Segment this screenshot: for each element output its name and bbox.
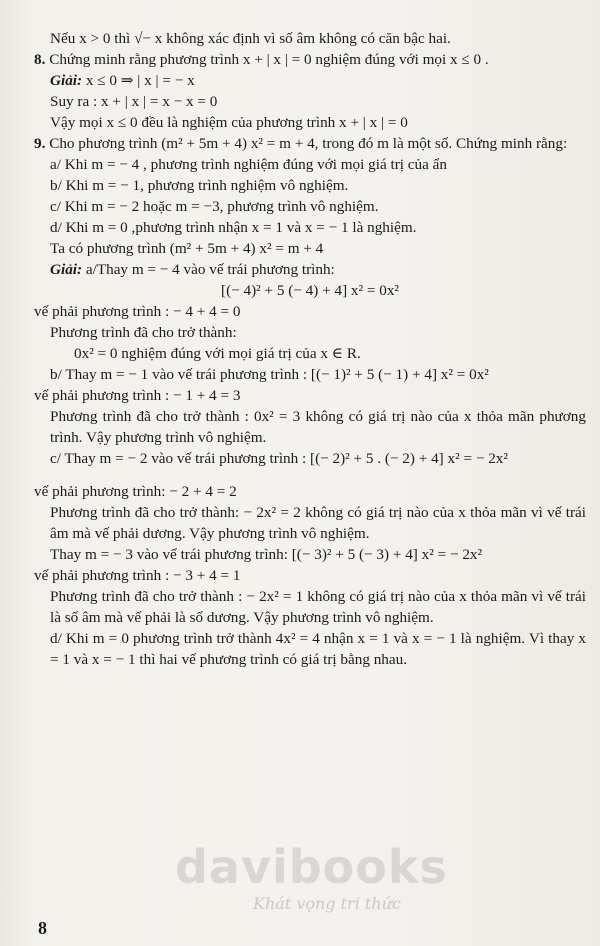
text-line — [34, 91, 586, 112]
exercise-9-statement — [34, 133, 586, 154]
text-line — [34, 238, 586, 259]
line-text: Chứng minh rằng phương trình x + | x | = 0 nghiệm đúng với mọi x ≤ 0 . — [49, 51, 489, 68]
text-line — [34, 196, 586, 217]
text-line — [34, 343, 586, 364]
text-line — [34, 322, 586, 343]
solution-line — [34, 70, 586, 91]
line-text: Nếu x > 0 thì √− x không xác định vì số âm không có căn bậc hai. — [50, 30, 451, 47]
watermark-brand: davibooks — [175, 840, 448, 894]
line-text: d/ Khi m = 0 ,phương trình nhận x = 1 và x = − 1 là nghiệm. — [50, 219, 417, 236]
text-line — [34, 481, 586, 502]
line-text: vế phải phương trình : − 3 + 4 = 1 — [34, 567, 241, 584]
solution-label: Giải: — [50, 261, 83, 278]
line-text: a/Thay m = − 4 vào vế trái phương trình: — [85, 261, 335, 278]
paragraph — [34, 628, 586, 670]
paragraph — [34, 406, 586, 448]
paragraph — [34, 502, 586, 544]
solution-line — [34, 259, 586, 280]
line-text: a/ Khi m = − 4 , phương trình nghiệm đúng với mọi giá trị của ẩn — [50, 156, 448, 173]
line-text: Phương trình đã cho trở thành : − 2x² = 1 không có giá trị nào của x thỏa mãn vì vế trái là số âm mà vế phải là số dương. Vậy phương trình vô nghiệm. — [50, 588, 586, 626]
line-text: vế phải phương trình : − 4 + 4 = 0 — [34, 303, 241, 320]
line-text: Suy ra : x + | x | = x − x = 0 — [50, 93, 218, 110]
exercise-number: 9. — [34, 135, 46, 152]
line-text: Cho phương trình (m² + 5m + 4) x² = m + 4, trong đó m là một số. Chứng minh rằng: — [49, 135, 568, 152]
line-text: Phương trình đã cho trở thành: − 2x² = 2 không có giá trị nào của x thỏa mãn vì vế trái âm mà vế phải dương. Vậy phương trình vô nghiệm. — [50, 504, 586, 542]
spacer — [34, 469, 586, 481]
exercise-number: 8. — [34, 51, 46, 68]
paragraph — [34, 586, 586, 628]
line-text: b/ Khi m = − 1, phương trình nghiệm vô nghiệm. — [50, 177, 349, 194]
line-text: Thay m = − 3 vào vế trái phương trình: [(− 3)² + 5 (− 3) + 4] x² = − 2x² — [50, 546, 483, 563]
line-text: vế phải phương trình: − 2 + 4 = 2 — [34, 483, 237, 500]
text-line — [34, 385, 586, 406]
line-text: Vậy mọi x ≤ 0 đều là nghiệm của phương trình x + | x | = 0 — [50, 114, 408, 131]
exercise-8-statement — [34, 49, 586, 70]
formula-line — [34, 280, 586, 301]
text-line — [34, 28, 586, 49]
line-text: Phương trình đã cho trở thành: — [50, 324, 237, 341]
line-text: c/ Khi m = − 2 hoặc m = −3, phương trình vô nghiệm. — [50, 198, 379, 215]
line-text: vế phải phương trình : − 1 + 4 = 3 — [34, 387, 241, 404]
page-number: 8 — [38, 918, 47, 938]
watermark-logo — [175, 842, 465, 922]
line-text: Ta có phương trình (m² + 5m + 4) x² = m + 4 — [50, 240, 324, 257]
line-text: x ≤ 0 ⇒ | x | = − x — [85, 72, 195, 89]
line-text: d/ Khi m = 0 phương trình trở thành 4x² = 4 nhận x = 1 và x = − 1 là nghiệm. Vì thay x = 1 và x = − 1 thì hai vế phương trình có giá trị bằng nhau. — [50, 630, 586, 668]
line-text: c/ Thay m = − 2 vào vế trái phương trình : [(− 2)² + 5 . (− 2) + 4] x² = − 2x² — [50, 450, 508, 467]
line-text: b/ Thay m = − 1 vào vế trái phương trình : [(− 1)² + 5 (− 1) + 4] x² = 0x² — [50, 366, 489, 383]
text-line — [34, 565, 586, 586]
formula-text: [(− 4)² + 5 (− 4) + 4] x² = 0x² — [221, 282, 399, 299]
line-text: Phương trình đã cho trở thành : 0x² = 3 không có giá trị nào của x thỏa mãn phương trình. Vậy phương trình vô nghiệm. — [50, 408, 586, 446]
text-line — [34, 301, 586, 322]
line-text: 0x² = 0 nghiệm đúng với mọi giá trị của x ∈ R. — [74, 345, 361, 362]
text-line — [34, 154, 586, 175]
text-line — [34, 217, 586, 238]
text-line — [34, 448, 586, 469]
text-line — [34, 175, 586, 196]
text-line — [34, 112, 586, 133]
page-content — [34, 28, 586, 670]
text-line — [34, 544, 586, 565]
solution-label: Giải: — [50, 72, 83, 89]
watermark-tagline: Khát vọng tri thức — [253, 894, 401, 913]
text-line — [34, 364, 586, 385]
